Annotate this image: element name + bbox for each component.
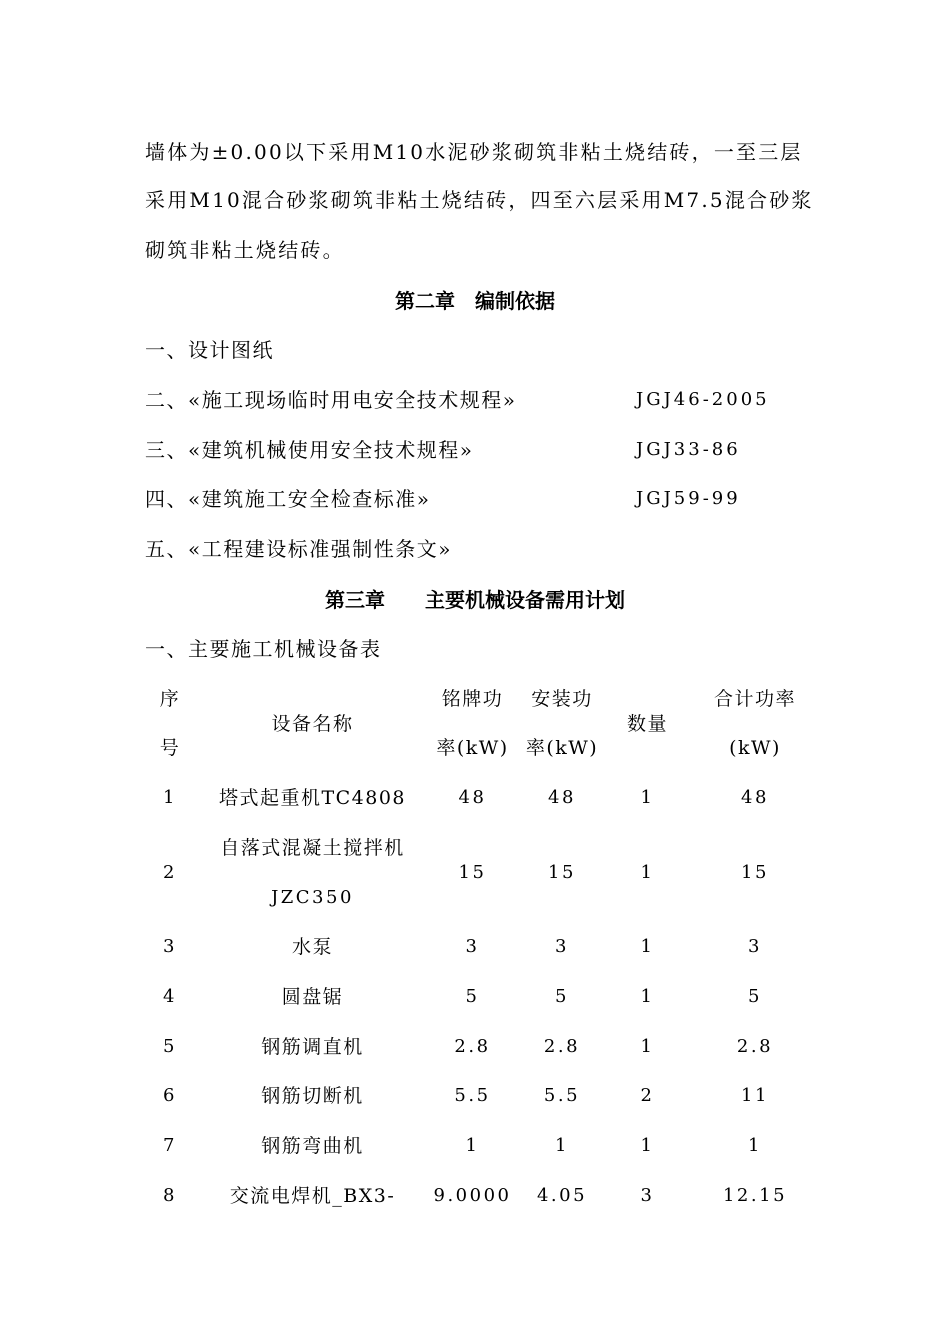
header-installed-2: 率(kW) <box>525 737 599 759</box>
row-qty: 3 <box>640 1185 655 1206</box>
row-name: 钢筋切断机 <box>261 1085 364 1107</box>
row-no: 8 <box>163 1185 177 1206</box>
basis-item-2: 二、«施工现场临时用电安全技术规程» <box>145 388 517 412</box>
row-qty: 1 <box>640 862 655 883</box>
row-installed: 2.8 <box>543 1036 581 1057</box>
row-no: 3 <box>163 936 177 957</box>
row-no: 5 <box>163 1036 177 1057</box>
row-rated: 1 <box>465 1135 480 1156</box>
row-rated: 48 <box>458 787 487 808</box>
row-total: 5 <box>748 986 762 1007</box>
row-total: 1 <box>748 1135 762 1156</box>
chapter2-title: 第二章 编制依据 <box>395 289 555 313</box>
row-total: 15 <box>741 862 769 883</box>
header-qty: 数量 <box>626 713 668 735</box>
row-total: 11 <box>741 1085 769 1106</box>
row-name: 自落式混凝土搅拌机 <box>220 837 405 859</box>
basis-item-1: 一、设计图纸 <box>145 338 274 362</box>
row-installed: 4.05 <box>536 1185 588 1206</box>
basis-item-3: 三、«建筑机械使用安全技术规程» <box>145 438 474 462</box>
row-installed: 48 <box>548 787 576 808</box>
row-qty: 1 <box>640 787 655 808</box>
header-rated-1: 铭牌功 <box>441 688 504 710</box>
row-installed: 1 <box>555 1135 569 1156</box>
row-total: 3 <box>748 936 762 957</box>
row-rated: 5 <box>465 986 480 1007</box>
header-installed-1: 安装功 <box>531 688 593 710</box>
row-total: 2.8 <box>736 1036 774 1057</box>
chapter3-subtitle: 一、主要施工机械设备表 <box>145 637 382 661</box>
header-no-2: 号 <box>159 737 181 759</box>
row-no: 6 <box>163 1085 177 1106</box>
row-name: 塔式起重机TC4808 <box>218 787 407 809</box>
intro-line-2: 采用M10混合砂浆砌筑非粘土烧结砖，四至六层采用M7.5混合砂浆 <box>145 188 814 212</box>
row-name: 钢筋调直机 <box>261 1036 364 1058</box>
intro-line-1: 墙体为±0.00以下采用M10水泥砂浆砌筑非粘土烧结砖，一至三层 <box>145 140 803 164</box>
basis-item-4: 四、«建筑施工安全检查标准» <box>145 487 431 511</box>
row-qty: 2 <box>640 1085 655 1106</box>
row-qty: 1 <box>640 936 655 957</box>
row-no: 2 <box>163 862 177 883</box>
row-qty: 1 <box>640 1135 655 1156</box>
row-name: 交流电焊机_BX3- <box>229 1185 396 1207</box>
row-rated: 2.8 <box>454 1036 491 1057</box>
row-rated: 5.5 <box>454 1085 491 1106</box>
row-total: 48 <box>741 787 769 808</box>
basis-code-4: JGJ59-99 <box>636 488 741 509</box>
row-rated: 9.0000 <box>433 1185 512 1206</box>
header-name: 设备名称 <box>271 713 354 735</box>
basis-code-3: JGJ33-86 <box>636 439 741 460</box>
row-name: 钢筋弯曲机 <box>261 1135 364 1157</box>
row-name: 水泵 <box>291 936 333 958</box>
row-rated: 3 <box>465 936 480 957</box>
intro-line-3: 砌筑非粘土烧结砖。 <box>145 238 345 262</box>
row-total: 12.15 <box>722 1185 788 1206</box>
header-no-1: 序 <box>159 688 181 710</box>
row-no: 4 <box>163 986 177 1007</box>
basis-item-5: 五、«工程建设标准强制性条文» <box>145 537 452 561</box>
row-rated: 15 <box>458 862 487 883</box>
header-total-1: 合计功率 <box>713 688 796 710</box>
basis-code-2: JGJ46-2005 <box>636 389 770 410</box>
row-installed: 15 <box>548 862 576 883</box>
row-installed: 5 <box>555 986 569 1007</box>
row-no: 7 <box>163 1135 177 1156</box>
row-installed: 5.5 <box>543 1085 581 1106</box>
row-qty: 1 <box>640 986 655 1007</box>
header-rated-2: 率(kW) <box>436 737 509 759</box>
chapter3-title: 第三章 主要机械设备需用计划 <box>325 588 625 612</box>
row-qty: 1 <box>640 1036 655 1057</box>
row-no: 1 <box>163 787 177 808</box>
header-total-2: (kW) <box>729 737 781 759</box>
row-name-line2: JZC350 <box>271 887 354 908</box>
row-installed: 3 <box>555 936 569 957</box>
row-name: 圆盘锯 <box>281 986 344 1008</box>
